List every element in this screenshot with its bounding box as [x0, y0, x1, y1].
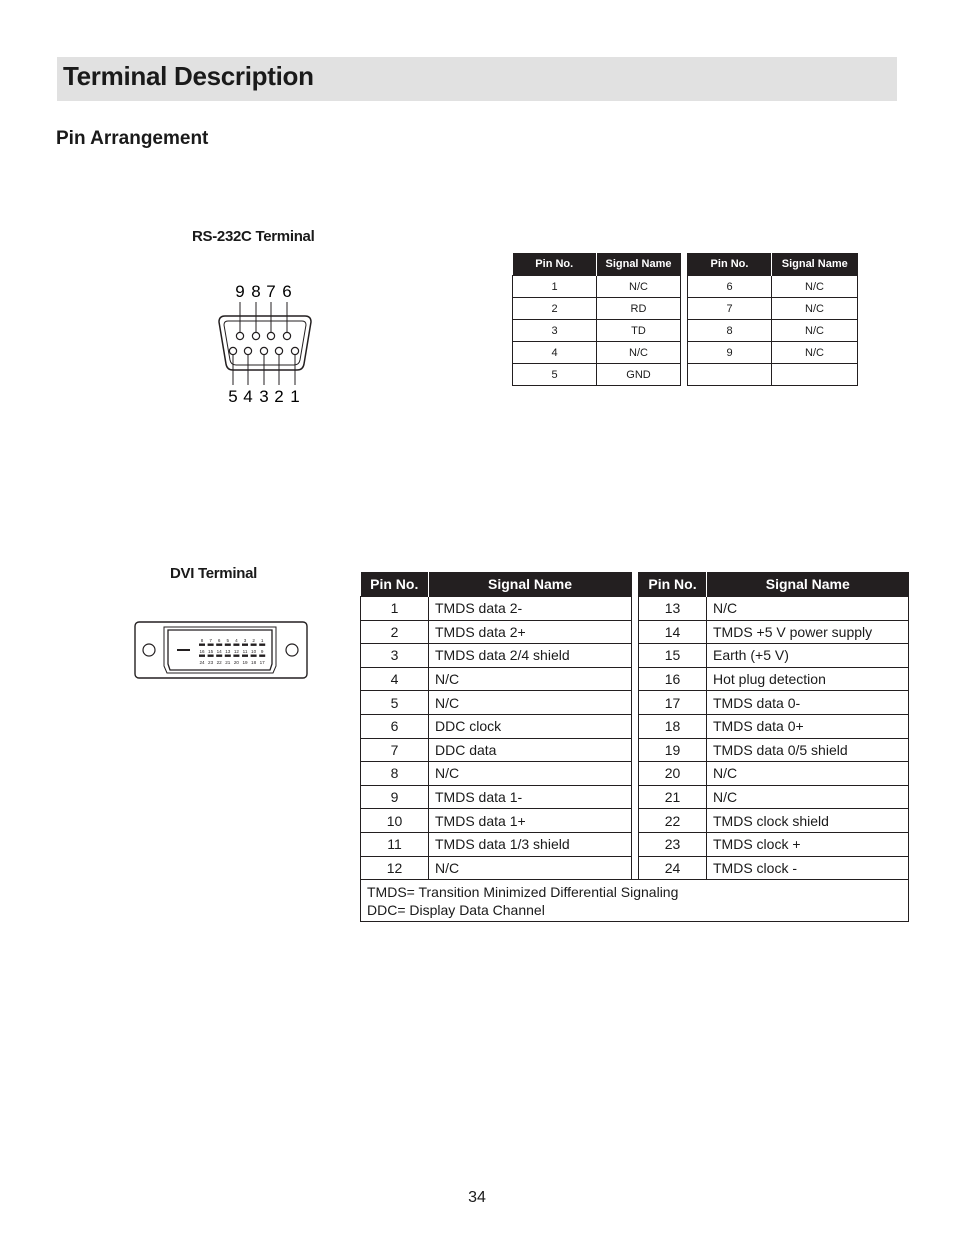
rs232c-pin-table — [512, 253, 858, 386]
dvi-pin-label: 10 — [251, 649, 257, 654]
column-gap — [632, 785, 639, 809]
table-row — [513, 320, 858, 342]
dvi-pin-grid — [199, 638, 265, 665]
signal-name-cell: N/C — [707, 762, 909, 786]
title-bar — [57, 57, 897, 101]
dvi-heading: DVI Terminal — [170, 565, 257, 582]
dvi-pin-contact — [199, 644, 205, 646]
signal-name-cell: RD — [597, 298, 681, 320]
dvi-pin-label: 15 — [208, 649, 214, 654]
column-gap — [632, 644, 639, 668]
pin-number-cell: 6 — [361, 714, 429, 738]
signal-name-cell: DDC data — [429, 738, 632, 762]
pin-number-cell: 24 — [639, 856, 707, 880]
pin-number-cell: 4 — [361, 667, 429, 691]
column-gap — [681, 342, 688, 364]
table-row — [361, 597, 909, 621]
dvi-pin-label: 14 — [216, 649, 222, 654]
pin-number-cell: 17 — [639, 691, 707, 715]
pin-number-cell: 19 — [639, 738, 707, 762]
pin-label: 1 — [290, 387, 300, 406]
signal-name-cell — [772, 364, 858, 386]
column-header: Signal Name — [597, 253, 681, 276]
dvi-table-body — [361, 597, 909, 880]
section-title: Pin Arrangement — [56, 128, 209, 149]
column-header: Signal Name — [772, 253, 858, 276]
table-header-row — [361, 572, 909, 597]
dvi-pin-label: 5 — [226, 638, 230, 643]
signal-name-cell: TD — [597, 320, 681, 342]
dvi-pin-contact — [199, 655, 205, 657]
dvi-pin-label: 1 — [260, 638, 264, 643]
dvi-screw-right — [286, 644, 298, 656]
signal-name-cell: TMDS data 0+ — [707, 714, 909, 738]
dvi-pin-label: 17 — [259, 660, 265, 665]
pin-number-cell: 9 — [361, 785, 429, 809]
pin-label: 8 — [251, 282, 261, 301]
signal-name-cell: N/C — [772, 320, 858, 342]
dvi-pin-contact — [225, 655, 231, 657]
column-gap — [632, 809, 639, 833]
pin-number-cell: 3 — [361, 644, 429, 668]
column-gap — [632, 597, 639, 621]
pin-label: 4 — [243, 387, 253, 406]
table-row — [361, 644, 909, 668]
signal-name-cell: N/C — [597, 342, 681, 364]
dvi-pin-label: 21 — [225, 660, 231, 665]
table-row — [361, 667, 909, 691]
dvi-pin-label: 3 — [243, 638, 247, 643]
dvi-pin-contact — [233, 655, 239, 657]
pin-number-cell: 14 — [639, 620, 707, 644]
table-row — [361, 762, 909, 786]
signal-name-cell: N/C — [772, 276, 858, 298]
signal-name-cell: TMDS data 0/5 shield — [707, 738, 909, 762]
signal-name-cell: N/C — [772, 342, 858, 364]
dvi-pin-contact — [208, 644, 214, 646]
column-gap — [681, 320, 688, 342]
table-row — [513, 298, 858, 320]
table-row — [513, 364, 858, 386]
signal-name-cell: TMDS clock - — [707, 856, 909, 880]
dvi-pin-contact — [233, 644, 239, 646]
signal-name-cell: TMDS clock shield — [707, 809, 909, 833]
column-gap — [681, 276, 688, 298]
pin-number-cell: 13 — [639, 597, 707, 621]
pin-number-cell: 6 — [688, 276, 772, 298]
table-header-row — [513, 253, 858, 276]
dvi-pin-contact — [251, 655, 257, 657]
column-header: Pin No. — [513, 253, 597, 276]
pin-number-cell: 11 — [361, 832, 429, 856]
dvi-pin-label: 24 — [199, 660, 205, 665]
page-number: 34 — [468, 1189, 486, 1206]
db9-pins — [229, 332, 298, 354]
signal-name-cell: N/C — [707, 785, 909, 809]
signal-name-cell: Earth (+5 V) — [707, 644, 909, 668]
pin-number-cell: 2 — [513, 298, 597, 320]
pin-number-cell: 23 — [639, 832, 707, 856]
pin-number-cell: 12 — [361, 856, 429, 880]
signal-name-cell: N/C — [429, 762, 632, 786]
signal-name-cell: N/C — [597, 276, 681, 298]
pin-number-cell: 7 — [688, 298, 772, 320]
column-header: Signal Name — [429, 572, 632, 597]
column-gap — [632, 667, 639, 691]
rs232c-heading: RS-232C Terminal — [192, 228, 315, 245]
note-line: DDC= Display Data Channel — [367, 902, 545, 919]
dvi-pin-label: 16 — [199, 649, 205, 654]
signal-name-cell: GND — [597, 364, 681, 386]
column-gap — [632, 620, 639, 644]
rs232c-top-pin-labels — [235, 282, 291, 301]
table-row — [361, 809, 909, 833]
signal-name-cell: N/C — [772, 298, 858, 320]
signal-name-cell: TMDS data 0- — [707, 691, 909, 715]
pin-number-cell: 20 — [639, 762, 707, 786]
table-row — [361, 785, 909, 809]
pin-number-cell — [688, 364, 772, 386]
dvi-pin-contact — [225, 644, 231, 646]
dvi-pin-contact — [259, 655, 265, 657]
signal-name-cell: N/C — [429, 667, 632, 691]
notes-row — [361, 880, 909, 922]
signal-name-cell: TMDS data 2- — [429, 597, 632, 621]
pin-number-cell: 10 — [361, 809, 429, 833]
pin-number-cell: 16 — [639, 667, 707, 691]
table-row — [513, 276, 858, 298]
dvi-pin-label: 9 — [260, 649, 264, 654]
column-gap — [632, 572, 639, 597]
pin-number-cell: 18 — [639, 714, 707, 738]
db9-inner — [224, 321, 306, 365]
column-gap — [632, 714, 639, 738]
signal-name-cell: TMDS +5 V power supply — [707, 620, 909, 644]
dvi-pin-label: 4 — [235, 638, 238, 643]
pin-number-cell: 9 — [688, 342, 772, 364]
column-gap — [632, 832, 639, 856]
column-header: Pin No. — [688, 253, 772, 276]
dvi-pin-contact — [208, 655, 214, 657]
pin-label: 3 — [259, 387, 269, 406]
pin-number-cell: 4 — [513, 342, 597, 364]
column-gap — [681, 364, 688, 386]
table-row — [361, 856, 909, 880]
dvi-pin-label: 11 — [242, 649, 248, 654]
dvi-pin-label: 8 — [200, 638, 204, 643]
dvi-pin-label: 12 — [233, 649, 239, 654]
signal-name-cell: DDC clock — [429, 714, 632, 738]
column-gap — [632, 738, 639, 762]
dvi-pin-label: 23 — [208, 660, 214, 665]
dvi-pin-table — [360, 572, 909, 922]
pin-number-cell: 1 — [361, 597, 429, 621]
column-gap — [681, 253, 688, 276]
dvi-pin-contact — [251, 644, 257, 646]
note-line: TMDS= Transition Minimized Differential Signaling — [367, 884, 679, 901]
rs232c-bottom-pin-labels — [228, 387, 299, 406]
dvi-pin-label: 19 — [242, 660, 248, 665]
signal-name-cell: TMDS data 1+ — [429, 809, 632, 833]
pin-number-cell: 21 — [639, 785, 707, 809]
dvi-pin-label: 2 — [252, 638, 255, 643]
pin-label: 7 — [266, 282, 276, 301]
table-row — [361, 832, 909, 856]
signal-name-cell: TMDS data 2+ — [429, 620, 632, 644]
pin-label: 2 — [274, 387, 284, 406]
pin-number-cell: 22 — [639, 809, 707, 833]
table-row — [361, 714, 909, 738]
notes-cell — [361, 880, 909, 922]
pin-number-cell: 8 — [688, 320, 772, 342]
table-row — [513, 342, 858, 364]
dvi-pin-label: 6 — [217, 638, 221, 643]
dvi-pin-contact — [216, 655, 222, 657]
dvi-pin-contact — [242, 644, 248, 646]
signal-name-cell: N/C — [429, 691, 632, 715]
dvi-screw-left — [143, 644, 155, 656]
table-row — [361, 738, 909, 762]
column-header: Pin No. — [361, 572, 429, 597]
pin-number-cell: 1 — [513, 276, 597, 298]
column-gap — [632, 691, 639, 715]
dvi-pin-label: 13 — [225, 649, 231, 654]
column-header: Signal Name — [707, 572, 909, 597]
column-gap — [632, 762, 639, 786]
pin-number-cell: 2 — [361, 620, 429, 644]
pin-number-cell: 7 — [361, 738, 429, 762]
dvi-pin-label: 20 — [233, 660, 239, 665]
pin-number-cell: 5 — [361, 691, 429, 715]
table-row — [361, 620, 909, 644]
dvi-pin-contact — [259, 644, 265, 646]
dvi-connector-diagram — [134, 621, 309, 679]
column-header: Pin No. — [639, 572, 707, 597]
signal-name-cell: TMDS clock + — [707, 832, 909, 856]
dvi-pin-label: 18 — [251, 660, 257, 665]
dvi-pin-label: 22 — [216, 660, 222, 665]
pin-label: 5 — [228, 387, 238, 406]
dvi-pin-label: 7 — [209, 638, 212, 643]
pin-number-cell: 8 — [361, 762, 429, 786]
signal-name-cell: TMDS data 1- — [429, 785, 632, 809]
pin-number-cell: 3 — [513, 320, 597, 342]
column-gap — [681, 298, 688, 320]
rs232c-table-body — [513, 276, 858, 386]
rs232c-connector-diagram — [205, 280, 325, 410]
table-row — [361, 691, 909, 715]
dvi-pin-contact — [242, 655, 248, 657]
signal-name-cell: Hot plug detection — [707, 667, 909, 691]
signal-name-cell: N/C — [429, 856, 632, 880]
signal-name-cell: TMDS data 1/3 shield — [429, 832, 632, 856]
dvi-pin-contact — [216, 644, 222, 646]
signal-name-cell: N/C — [707, 597, 909, 621]
signal-name-cell: TMDS data 2/4 shield — [429, 644, 632, 668]
pin-label: 9 — [235, 282, 245, 301]
pin-number-cell: 5 — [513, 364, 597, 386]
page-title: Terminal Description — [63, 61, 314, 91]
pin-number-cell: 15 — [639, 644, 707, 668]
column-gap — [632, 856, 639, 880]
pin-label: 6 — [282, 282, 292, 301]
